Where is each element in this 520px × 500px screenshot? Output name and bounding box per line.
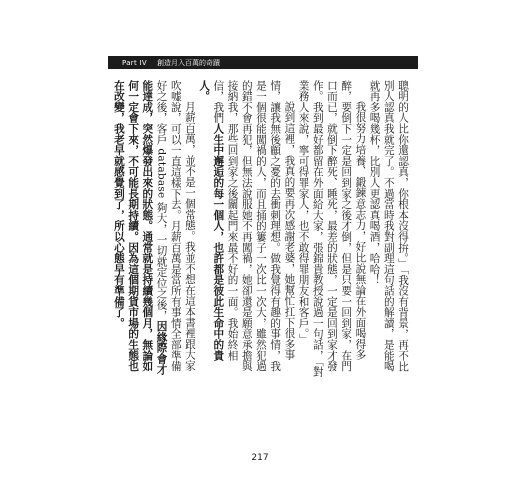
running-header	[108, 56, 418, 69]
paragraph-4	[112, 80, 197, 380]
body-text	[110, 80, 410, 380]
part-label: Part IV	[122, 58, 147, 67]
paragraph-4-text: 月薪百萬，並不是一個常態。我並不想在這本書裡跟大家吹嘘說，可以一直這樣下去。月薪百萬是當所有事情全部準備好之後，客戶 database 夠大，一切就定位之後，	[155, 80, 196, 372]
chapter-title: 創造月入百萬的奇蹟	[157, 58, 220, 67]
bold-statement: 人生中邂逅的每一個人，也許都是彼此生命中的貴人。	[198, 80, 225, 361]
paragraph-2: 我很努力培養、鍛鍊意志力，好比說無論在外面喝得多醉，要倒下一定是回到家之後才倒，但是只要一回到家，在門口而已，就倒下醉死、睡死，最差的狀態，一定是回到家才發作。我到最好都留在外面給大家，張錦貴教授說過一句話，「對業務人來說，寧可得罪家人，也不敢得罪朋友和客戶。」	[297, 80, 367, 378]
paragraph-3-text: 說到這裡，我真的要再次感謝老婆，她幫忙扛下很多事情，讓我無後顧之憂的去衝刺理想。做我覺得有趣的事情，我是一個很能闖禍的人，而且捅的簍子一次比一次大，雖然犯過的錯不會再犯，但無法說服她不再闖禍，她卻還是願意承擔與接納我，那些回到家之後關起門來最不好的一面。我始終相信，我們	[212, 80, 296, 372]
paragraph-1: 聰明的人比你還認真，你根本沒得拚。」「我沒有背景，再不比別人認真我就完了。不過當時我對副理這句話的解讀，是能喝就再多喝幾杯，比別人更認真喝酒，哈哈！	[368, 80, 409, 372]
page-number: 217	[251, 453, 269, 463]
paragraph-3	[197, 80, 296, 380]
bold-phrase: 因緣際會才能達成，突然爆發出來的狀態。通常就是持續幾個月，無論如何一定會下來，不可能長期持續。因為這個期貨市場的生態也在改變，我老早就感覺到了，所以心態早有準備了。	[112, 80, 168, 375]
